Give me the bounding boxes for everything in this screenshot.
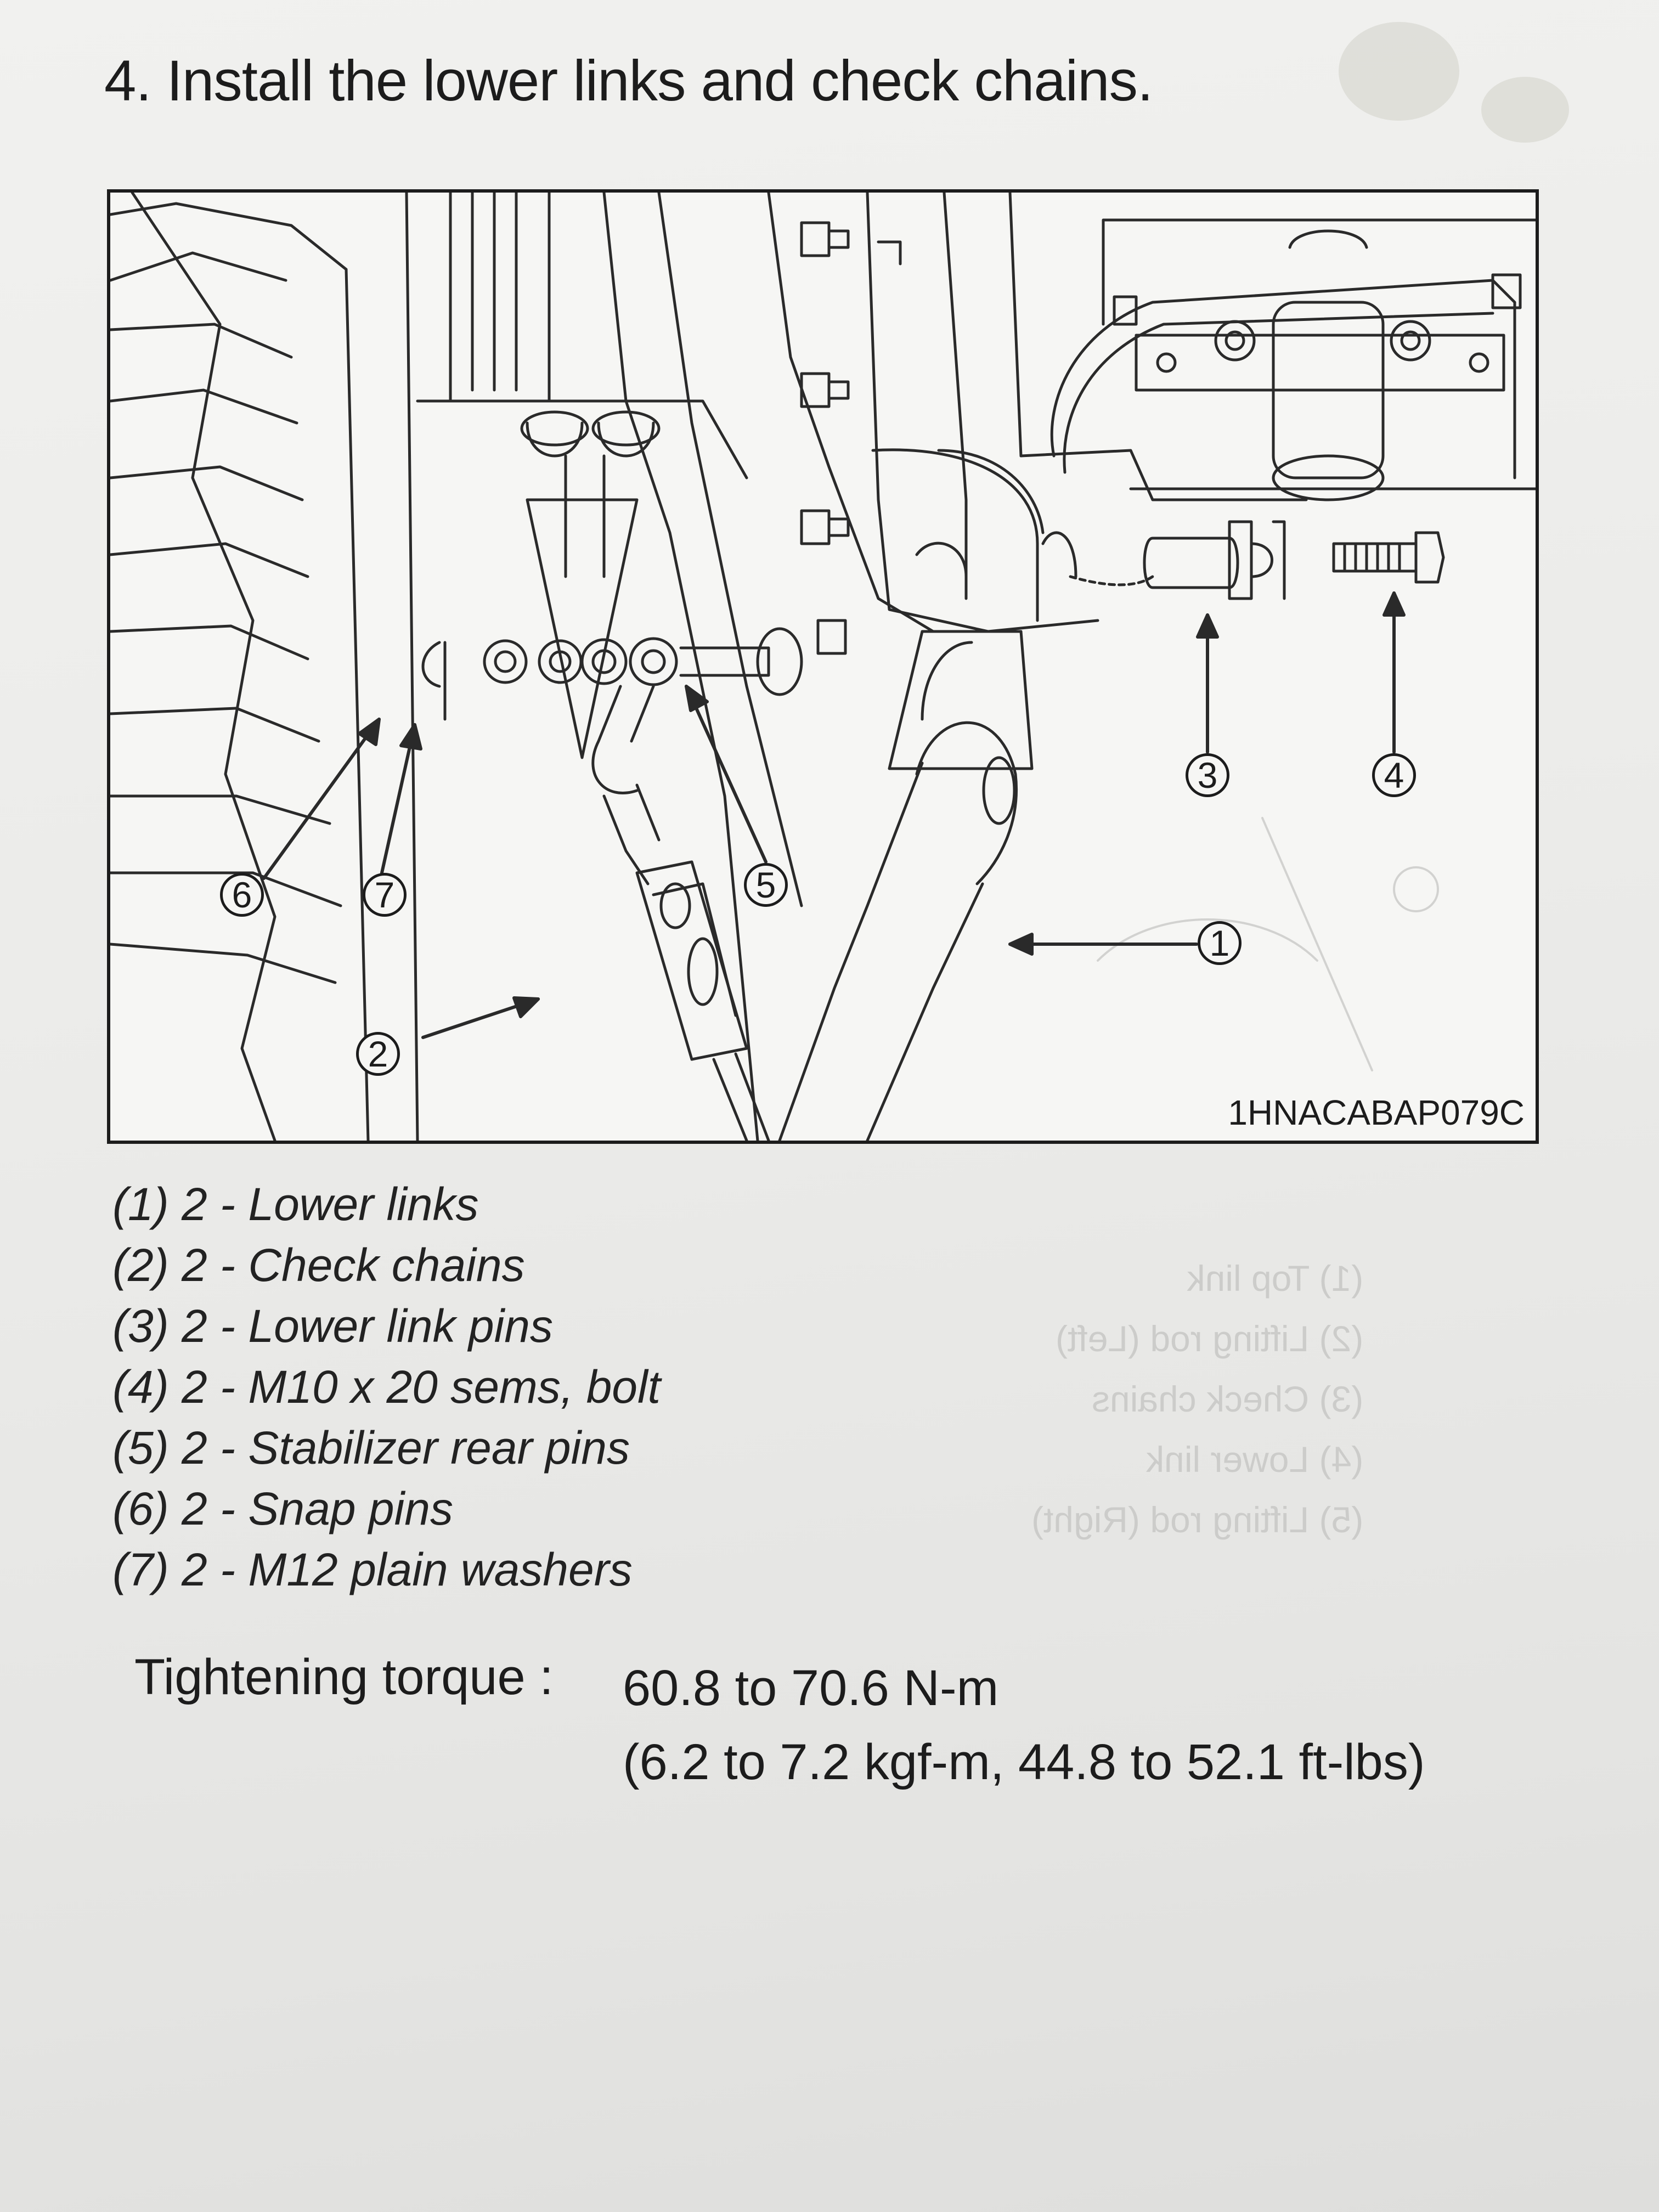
callout-4: 4	[1372, 753, 1416, 797]
torque-value: 60.8 to 70.6 N-m	[623, 1660, 999, 1716]
bleedthrough-item: (3) Check chains	[1092, 1379, 1364, 1419]
bleedthrough-item: (4) Lower link	[1146, 1439, 1364, 1480]
legend-item: (5) 2 - Stabilizer rear pins	[112, 1422, 630, 1474]
figure-code: 1HNACABAP079C	[1228, 1093, 1525, 1132]
legend-item: (6) 2 - Snap pins	[112, 1483, 453, 1534]
legend-item: (2) 2 - Check chains	[112, 1239, 525, 1291]
legend-item: (1) 2 - Lower links	[112, 1178, 479, 1230]
step-title: 4. Install the lower links and check chains.	[104, 49, 1153, 113]
installation-figure	[107, 189, 1539, 1144]
bleedthrough-item: (1) Top link	[1187, 1258, 1364, 1299]
callout-7: 7	[363, 873, 407, 917]
bleedthrough-legend	[1031, 1248, 1363, 1550]
tire-drawing	[110, 193, 417, 1141]
bleedthrough-item: (5) Lifting rod (Right)	[1031, 1499, 1364, 1540]
callout-6: 6	[220, 873, 264, 917]
torque-alt-units: (6.2 to 7.2 kgf-m, 44.8 to 52.1 ft-lbs)	[623, 1734, 1425, 1790]
callout-5: 5	[744, 863, 788, 907]
figure-drawing	[110, 193, 1536, 1141]
lower-link-drawing	[780, 631, 1032, 1141]
transmission-case-drawing	[769, 193, 1306, 653]
case-bolts	[802, 223, 900, 653]
bolt-drawing	[1334, 533, 1443, 582]
lower-link-pin-drawing	[1144, 522, 1284, 599]
legend-item: (7) 2 - M12 plain washers	[112, 1544, 633, 1595]
paper-stain	[1481, 77, 1569, 143]
legend-item: (3) 2 - Lower link pins	[112, 1300, 553, 1352]
callout-3: 3	[1186, 753, 1229, 797]
callout-1: 1	[1198, 921, 1242, 965]
pivot-bracket-drawing	[1052, 220, 1536, 500]
bleedthrough-item: (2) Lifting rod (Left)	[1055, 1318, 1364, 1359]
legend-item: (4) 2 - M10 x 20 sems, bolt	[112, 1361, 661, 1413]
callout-2: 2	[356, 1032, 400, 1076]
parts-legend	[112, 1174, 661, 1600]
frame-drawing	[417, 193, 802, 1141]
paper-stain	[1339, 22, 1459, 121]
torque-label: Tightening torque :	[134, 1649, 554, 1705]
leader-arrows	[264, 593, 1404, 1037]
